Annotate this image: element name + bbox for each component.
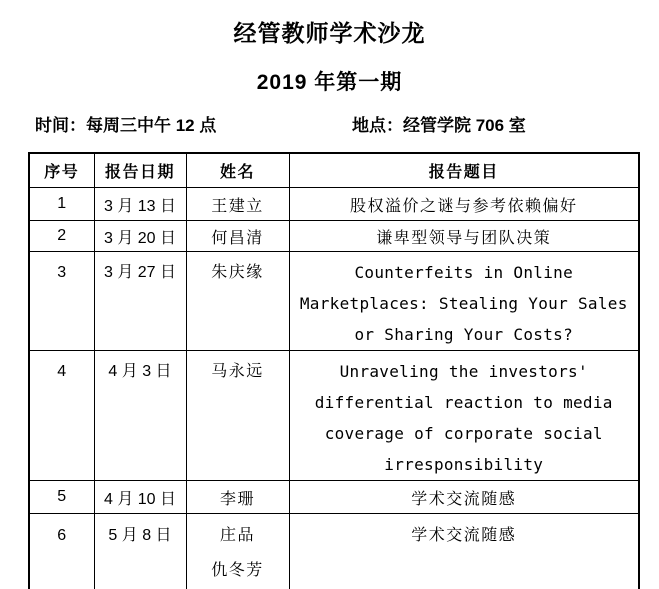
date-cell: 3 月 20 日 — [94, 221, 186, 252]
page-title: 经管教师学术沙龙 — [233, 20, 426, 46]
title-cell: Unraveling the investors' differential reaction to media coverage of corporate social irresponsibility — [289, 351, 639, 481]
title-cell: 谦卑型领导与团队决策 — [289, 221, 639, 252]
time-info: 时间：每周三中午 12 点 — [35, 116, 217, 135]
table-row — [29, 221, 639, 252]
info-row — [0, 111, 659, 137]
location-info: 地点：经管学院 706 室 — [352, 116, 526, 135]
name-cell: 何昌清 — [186, 221, 289, 252]
name-line-2: 仇冬芳 — [211, 562, 264, 579]
column-header-title: 报告题目 — [289, 153, 639, 188]
document-page — [0, 18, 659, 589]
date-cell: 4 月 3 日 — [94, 351, 186, 481]
name-cell: 朱庆缘 — [186, 252, 289, 351]
date-cell: 4 月 10 日 — [94, 481, 186, 514]
table-row — [29, 351, 639, 481]
name-line-1: 庄品 — [219, 527, 255, 544]
column-header-date: 报告日期 — [94, 153, 186, 188]
serial-cell: 1 — [29, 188, 94, 221]
name-cell: 李珊 — [186, 481, 289, 514]
name-cell — [186, 514, 289, 589]
title-cell: 股权溢价之谜与参考依赖偏好 — [289, 188, 639, 221]
column-header-name: 姓名 — [186, 153, 289, 188]
table-row — [29, 514, 639, 589]
title-cell: 学术交流随感 — [289, 481, 639, 514]
serial-cell: 3 — [29, 252, 94, 351]
table-row — [29, 252, 639, 351]
table-header-row — [29, 153, 639, 188]
date-cell: 5 月 8 日 — [94, 514, 186, 589]
title-cell: Counterfeits in Online Marketplaces: Stealing Your Sales or Sharing Your Costs? — [289, 252, 639, 351]
schedule-table — [28, 152, 640, 589]
title-cell: 学术交流随感 — [289, 514, 639, 589]
serial-cell: 4 — [29, 351, 94, 481]
page-subtitle: 2019 年第一期 — [256, 71, 403, 94]
table-row — [29, 481, 639, 514]
name-cell: 王建立 — [186, 188, 289, 221]
serial-cell: 6 — [29, 514, 94, 589]
serial-cell: 5 — [29, 481, 94, 514]
column-header-no: 序号 — [29, 153, 94, 188]
date-cell: 3 月 13 日 — [94, 188, 186, 221]
table-row — [29, 188, 639, 221]
serial-cell: 2 — [29, 221, 94, 252]
name-cell: 马永远 — [186, 351, 289, 481]
date-cell: 3 月 27 日 — [94, 252, 186, 351]
